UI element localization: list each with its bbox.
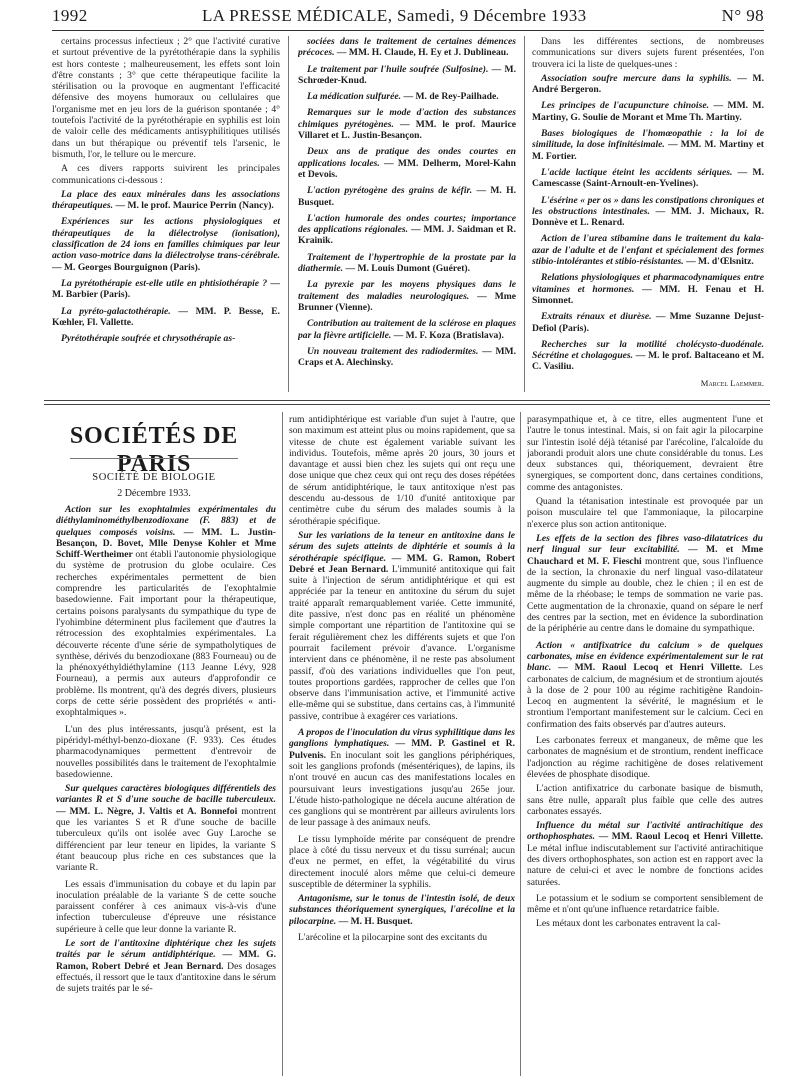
communication-entry (52, 278, 280, 301)
communication-entry (527, 640, 763, 730)
communication-authors: — MM. Raoul Lecoq et Henri Villette. (558, 662, 743, 674)
communication-entry (298, 279, 516, 313)
running-header (52, 6, 764, 30)
top-column-2 (298, 36, 516, 394)
communication-title: Pyrétothérapie soufrée et chrysothérapie as- (61, 333, 236, 345)
communication-title: L'action humorale des ondes courtes; importance des applications régionales. (298, 212, 516, 236)
communication-entry (289, 893, 515, 927)
communication-entry (532, 272, 764, 306)
paragraph: Les métaux dont les carbonates entravent la cal- (536, 918, 721, 930)
top-column-3 (532, 36, 764, 394)
communication-entry (532, 339, 764, 373)
communication-entry (532, 233, 764, 267)
communication-title: Bases biologiques de l'homœopathie : la loi de similitude, la dose infinitésimale. (532, 128, 764, 151)
communication-authors: — MM. Delherm, Morel-Kahn et Devois. (298, 157, 516, 180)
communication-title: sociées dans le traitement de certaines démences précoces. (298, 36, 516, 59)
communication-title: La pyréto-galactothérapie. (61, 305, 171, 317)
communication-title: Les principes de l'acupuncture chinoise. (541, 100, 709, 112)
communication-text: Les carbonates de calcium, de magnésium et de strontium ajoutés à la dose de 2 pour 100 au régime rachitigène Randoin-Lecoq en augmentent la sévérité, le magnésium et le strontium l'emportant manifestement sur le calcium. Ceci en confirmation des faits observés par d'autres auteurs. (527, 662, 763, 730)
communication-authors: — M. Barbier (Paris). (52, 277, 280, 301)
communication-title: Influence du métal sur l'activité antirachitique des orthophosphates. (527, 820, 763, 843)
communication-title: Action « antifixatrice du calcium » de quelques carbonates, mise en évidence expérimentalement sur le rat blanc. (527, 639, 763, 674)
section-title: SOCIÉTÉS DE PARIS (69, 423, 239, 477)
communication-title: Association soufre mercure dans la syphilis. (541, 72, 732, 84)
communication-authors: — MM. L. Nègre, J. Valtis et A. Bonnefoi (56, 805, 238, 817)
journal-title: LA PRESSE MÉDICALE, Samedi, 9 Décembre 1933 (202, 6, 587, 25)
communication-authors: — MM. M. Martiny et M. Fortier. (532, 139, 764, 162)
communication-entry (532, 73, 764, 96)
communication-entry (298, 36, 516, 59)
communication-title: Remarques sur le mode d'action des substances chimiques pyrétogènes. (298, 107, 516, 130)
communication-title: La pyrexie par les moyens physiques dans le traitement des maladies neurologiques. (298, 279, 516, 302)
communication-title: Relations physiologiques et pharmacodynamiques entre vitamines et hormones. (532, 272, 764, 295)
communication-authors: — MM. M. Martiny, G. Soulie de Morant et Mme Th. Martiny. (532, 100, 764, 123)
communication-text: Des dosages effectués, il ressort que le taux d'antitoxine dans le sérum de sujets traités par le sé- (56, 960, 276, 995)
column-divider (524, 36, 525, 392)
communication-entry (289, 727, 515, 829)
communication-title: Sur les variations de la teneur en antitoxine dans le sérum des sujets atteints de diphtérie et soumis à la sérothérapie spécifique. (289, 529, 515, 564)
communication-title: A propos de l'inoculation du virus syphilitique dans les ganglions lymphatiques. (289, 727, 515, 750)
communication-title: L'acide lactique éteint les accidents sériques. (541, 166, 733, 178)
communication-authors: — M. de Rey-Pailhade. (403, 91, 499, 103)
communication-title: La place des eaux minérales dans les associations thérapeutiques. (52, 188, 280, 212)
communication-authors: — Mme Suzanne Dejust-Defiol (Paris). (532, 311, 764, 334)
paragraph: Quand la tétanisation intestinale est provoquée par un poison musculaire tel que l'ammoniaque, la pilocarpine n'exerce plus son action antitonique. (527, 496, 763, 530)
communication-entry (298, 346, 516, 369)
communication-entry (298, 185, 516, 208)
communication-entry (298, 318, 516, 341)
communication-title: L'ésérine « per os » dans les constipations chroniques et les obstructions intestinales. (532, 194, 764, 217)
communication-authors: — MM. L. Justin-Besançon, D. Bovet, Mlle Denyse Kohler et Mme Schiff-Wertheimer (56, 526, 276, 561)
communication-authors: — M. H. Busquet. (298, 185, 516, 208)
communication-title: Antagonisme, sur le tonus de l'intestin isolé, de deux substances théoriquement synergiques, l'arécoline et la pilocarpine. (289, 893, 515, 927)
communication-title: Contribution au traitement de la sclérose en plaques par la fièvre artificielle. (298, 318, 516, 341)
paragraph: Le potassium et le sodium se comportent sensiblement de même et n'ont qu'une influence retardatrice faible. (527, 892, 763, 916)
communication-authors: — M. le prof. Maurice Perrin (Nancy). (115, 200, 274, 212)
communication-text: En inoculant soit les ganglions périphériques, soit les ganglions profonds (mésentériques), de lapins, ils n'ont trouvé en aucun cas des manifestations locales en poursuivant leurs investigations jusqu'au 265e jour. L'étude histo-pathologique ne décela aucune altération de ces ganglions qui se montrèrent par ailleurs avirulents lors de leur passage à des animaux neufs. (289, 749, 515, 829)
communication-authors: — M. Schrœder-Knud. (298, 63, 516, 86)
communication-entry (532, 311, 764, 334)
communication-text: L'immunité antitoxique qui fait suite à l'injection de sérum antidiphtérique et qui est appréciée par la teneur en antitoxine du sérum du sujet traité apparaît remarquablement variée. Cette immunité, dite passive, n'est donc pas en réalité un phénomène simple comportant une répartition de l'antitoxine qui se ferait régulièrement chez les différents sujets et que l'on pourrait facilement prévoir d'avance. L'organisme intervient dans ce phénomène, il ne reste pas absolument passif, d'où des variations individuelles que l'on peut, toutes proportions gardées, rapprocher de celles que l'on observe dans l'immunisation active, et l'immunité active elle-même qui se substitue, dans certains cas, à l'immunité passive, contribue à exagérer ces variations. (289, 563, 515, 722)
communication-authors: — M. F. Koza (Bratislava). (393, 329, 504, 341)
communication-authors: — MM. J. Saidman et R. Krainik. (298, 224, 516, 247)
paragraph: L'arécoline et la pilocarpine sont des excitants du (298, 932, 488, 944)
paragraph: rum antidiphtérique est variable d'un sujet à l'autre, que son maximum est atteint plus ou moins rapidement, que sa vitesse de chute est également variable suivant les individus. Toutefois, même après 20 jours, 30 jours et davantage et aussi bien chez les sujets qui ont reçu une dose unique que chez ceux qui ont reçu des doses répétées de sérum antidiphtérique, le taux antitoxique n'est pas descendu au-dessous de 1/10 d'unité antitoxique par centimètre cube du sérum des malades soumis à la sérothérapie spécifique. (289, 414, 515, 527)
communication-authors: — MM. P. Besse, E. Kœhler, Fl. Vallette. (52, 305, 280, 328)
paragraph: Le tissu lymphoïde mérite par conséquent de prendre place à côté du tissu nerveux et du tissu surrénal; aucun d'eux ne permet, en effet, la végétabilité du virus directement inoculé alors même que celui-ci demeure susceptible de déterminer la syphilis. (289, 833, 515, 890)
communication-authors: — M. Louis Dumont (Guéret). (345, 263, 470, 275)
communication-entry (527, 820, 763, 888)
paragraph: Les carbonates ferreux et manganeux, de même que les carbonates de magnésium et de strontium, rendent inefficace l'adjonction au régime rachitigène de doses relativement élevées de phosphate disodique. (527, 735, 763, 780)
bottom-column-1 (56, 504, 276, 1076)
communication-entry (527, 533, 763, 635)
communication-entry (298, 64, 516, 87)
communication-title: Action de l'urea stibamine dans le traitement du kala-azar de l'adulte et de l'enfant et spécialement des formes stibio-intolérantes et stibio-résistantes. (532, 233, 764, 268)
communication-text: Le métal influe indiscutablement sur l'activité antirachitique des divers orthophosphates, son action est en rapport avec la nature de celui-ci et avec le nombre de fonctions acides saturées. (527, 842, 763, 888)
communication-title: La médication sulfurée. (307, 91, 402, 103)
communication-authors: — MM. H. Fenau et H. Simonnet. (532, 283, 764, 306)
communication-title: Recherches sur la motilité cholécysto-duodénale. Sécrétine et cholagogues. (532, 338, 764, 362)
communication-entry (298, 107, 516, 141)
page-number: 1992 (52, 6, 88, 25)
communication-entry (56, 504, 276, 719)
communication-title: Deux ans de pratique des ondes courtes en applications locales. (298, 146, 516, 169)
communication-title: L'action pyrétogène des grains de kéfir. (307, 185, 473, 197)
paragraph: Dans les différentes sections, de nombreuses communications sur divers sujets furent présentées, l'on trouvera ici la liste de quelques-unes : (532, 36, 764, 70)
bottom-column-3 (527, 414, 763, 1076)
communication-title: Extraits rénaux et diurèse. (541, 311, 652, 323)
communication-text: montrent que les variantes S et R d'une souche de bacille tuberculeux qu'ils ont isolée avec Guy Laroche se différencient par leur teneur en lipides, la variante S étant beaucoup plus riche en ces substances que la variante R. (56, 805, 276, 874)
communication-entry (56, 938, 276, 994)
communication-entry (52, 216, 280, 272)
communication-entry (532, 195, 764, 229)
communication-authors: — M. et Mme Chauchard et M. F. Fieschi (527, 544, 763, 567)
paragraph: parasympathique et, à ce titre, elles augmentent l'une et l'autre le tonus intestinal. Mais, si on fait agir la pilocarpine sur l'intestin isolé déjà tétanisé par l'arécoline, l'alcaloïde du jaborandi produit alors une chute considérable du tonus. Les deux substances qui, théoriquement, devraient être synergiques, se comportent donc, dans certaines conditions, comme des antagonistes. (527, 414, 763, 493)
paragraph: L'un des plus intéressants, jusqu'à présent, est la pipéridyl-méthyl-benzo-dioxane (F. 933). Ces études pharmacodynamiques permettent d'entrevoir de nouvelles possibilités dans le traitement de l'exophtalmie basedowienne. (56, 723, 276, 780)
communication-entry (298, 213, 516, 247)
communication-entry (56, 783, 276, 873)
communication-entry (532, 167, 764, 190)
bottom-column-2 (289, 414, 515, 1076)
communication-entry (289, 530, 515, 722)
paragraph: certains processus infectieux ; 2° que l'activité curative et surtout préventive de la pyrétothérapie dans la syphilis est hors conteste ; malheureusement, les effets sont loin d'être constants ; 3° que cette thérapeutique facilite la stérilisation ou la provoque en augmentant l'efficacité défensive des moyens humoraux ou cellulaires que l'organisme met en jeu lors de la guérison spontanée ; 4° toutefois l'activité de la pyrétothérapie en syphilis est loin de valoir celle des médicaments antisyphilitiques utilisés dans un but thérapique ou préventif tels l'arsenic, le bismuth, l'or, le tellure ou le mercure. (52, 36, 280, 160)
session-date: 2 Décembre 1933. (117, 488, 191, 499)
top-column-1 (52, 36, 280, 394)
communication-title: Le sort de l'antitoxine diphtérique chez les sujets traités par le sérum antidiphtérique. (56, 937, 276, 961)
communication-entry (52, 306, 280, 329)
communication-text: ont établi l'autonomie physiologique du système de protrusion du globe oculaire. Ces recherches expérimentales permettent de bien comprendre les particularités de l'exophtalmie basedowienne. Fait important pour la thérapeutique, certains poisons paralysants du sympathique du type de l'yohimbine déterminent plus facilement que d'autres la rétrocession des exophtalmies expérimentales. La découverte récente d'une série de sympatholytiques de synthèse, dérivés du benzodioxane (883 Fourneau) ou de la phénoxyéthyldiéthylamine (113 Jeanne Lévy, 928 Fourneau), a permis aux auteurs d'approfondir ce problème. Ils montrent, qu'à des degrés divers, plusieurs corps de cette série possèdent des propriétés « anti-exophtalmiques ». (56, 549, 276, 719)
communication-title: La pyrétothérapie est-elle utile en phtisiothérapie ? (61, 277, 268, 289)
issue-number: N° 98 (721, 6, 764, 25)
paragraph: Les essais d'immunisation du cobaye et du lapin par inoculation préalable de la variante S de cette souche paraissent conférer à ces animaux vis-à-vis d'une infection tuberculeuse d'épreuve une résistance supérieure à celle que leur donne la variante R. (56, 878, 276, 935)
communication-authors: — Mme Brunner (Vienne). (298, 290, 516, 313)
paragraph: L'action antifixatrice du carbonate basique de bismuth, sans être nulle, apparaît plus faible que celle des autres carbonates essayés. (527, 783, 763, 817)
communication-authors: — M. H. Busquet. (338, 915, 413, 927)
title-rule (70, 458, 238, 459)
communication-authors: — MM. le prof. Maurice Villaret et L. Justin-Besançon. (298, 118, 516, 142)
communication-authors: — M. Georges Bourguignon (Paris). (52, 261, 201, 273)
communication-authors: — MM. G. Ramon, Robert Debré et Jean Bernard. (56, 949, 276, 972)
communication-authors: — MM. H. Claude, H. Ey et J. Dublineau. (336, 47, 509, 59)
header-rule (52, 30, 764, 31)
communication-title: Action sur les exophtalmies expérimentales du diéthylaminométhylbenzodioxane (F. 883) et de quelques composés voisins. (56, 504, 276, 538)
communication-title: Traitement de l'hypertrophie de la prostate par la diathermie. (298, 251, 516, 275)
communication-title: Un nouveau traitement des radiodermites. (307, 345, 479, 357)
communication-authors: — M. d'Œlsnitz. (686, 256, 754, 268)
communication-entry (532, 128, 764, 162)
section-separator (44, 400, 770, 405)
communication-title: Le traitement par l'huile soufrée (Sulfosine). (307, 63, 489, 75)
communication-entry (298, 146, 516, 180)
communication-entry (52, 333, 280, 344)
author-signature: Marcel Laemmer. (700, 377, 764, 388)
column-divider (520, 412, 521, 1076)
communication-text: montrent que, sous l'influence de la section, la chronaxie du nerf lingual vaso-dilatateur augmente du simple au double, chez le chien ; il en est de même de la rhéobase; le temps de sommation ne varie pas. Cette augmentation de la chronaxie, quand on sépare le nerf des centres par la section, met en évidence la subordination de la périphérie au centre dans le domaine du sympathique. (527, 555, 763, 635)
communication-authors: — MM. G. Ramon, Robert Debré et Jean Bernard. (289, 552, 515, 575)
society-name: SOCIÉTÉ DE BIOLOGIE (92, 472, 216, 483)
communication-entry (298, 252, 516, 275)
communication-authors: — MM. P. Gastinel et R. Pulvenis. (289, 738, 515, 761)
communication-authors: — M. le prof. Baltaceano et M. C. Vasiliu. (532, 350, 764, 373)
communication-entry (532, 100, 764, 123)
paragraph: A ces divers rapports suivirent les principales communications ci-dessous : (52, 163, 280, 186)
communication-entry (52, 189, 280, 212)
communication-title: Expériences sur les actions physiologiques et thérapeutiques de la diélectrolyse (ionisation), classification de 24 ions en familles chimiques par leur action vaso-motrice dans la diélectrolyse trans-cérébrale. (52, 216, 280, 262)
column-divider (288, 36, 289, 392)
communication-authors: — MM. Raoul Lecoq et Henri Villette. (598, 831, 763, 843)
communication-title: Sur quelques caractères biologiques différentiels des variantes R et S d'une souche de bacille tuberculeux. (56, 783, 276, 806)
communication-entry (298, 91, 516, 102)
communication-title: Les effets de la section des fibres vaso-dilatatrices du nerf lingual sur leur excitabilité. (527, 532, 763, 556)
column-divider (282, 412, 283, 1076)
communication-authors: — M. Camescasse (Saint-Arnoult-en-Yvelines). (532, 166, 764, 190)
communication-authors: — MM. J. Michaux, R. Donnève et L. Renard. (532, 205, 764, 229)
communication-authors: — MM. Craps et A. Alechinsky. (298, 345, 516, 369)
communication-authors: — M. André Bergeron. (532, 72, 764, 96)
